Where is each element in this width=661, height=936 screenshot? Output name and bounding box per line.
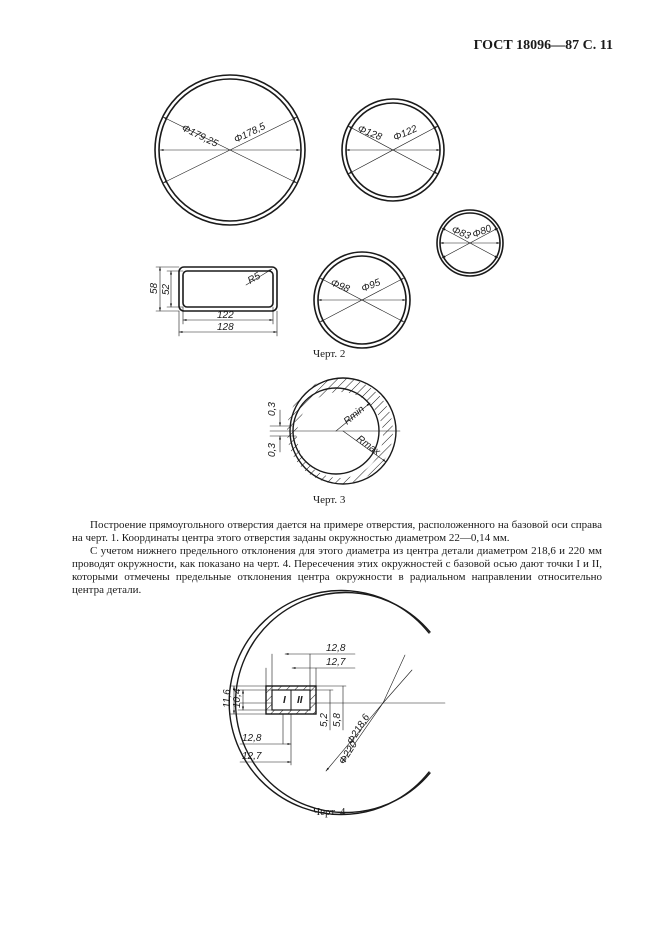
fig3-rmin-label: Rmin bbox=[341, 403, 367, 428]
fig2-c1-inner-label: Φ178,5 bbox=[232, 121, 268, 146]
fig4-top2: 12,7 bbox=[326, 657, 346, 668]
fig4-point2: II bbox=[297, 695, 303, 706]
fig2-c4-outer-label: Φ98 bbox=[328, 277, 352, 296]
fig2-circle-mid-small bbox=[314, 252, 410, 348]
fig4-v2: 5,8 bbox=[332, 713, 343, 727]
fig3-dim-top: 0,3 bbox=[267, 402, 278, 416]
fig4-point1: I bbox=[283, 695, 286, 706]
fig2-rect-radius: R5 bbox=[246, 270, 263, 287]
fig2-circle-large bbox=[155, 75, 305, 225]
fig2-circle-small bbox=[437, 210, 503, 276]
fig4-bottom1: 12,8 bbox=[242, 733, 262, 744]
fig4-left1: 11,6 bbox=[222, 689, 233, 708]
paragraph-2: С учетом нижнего предельного отклонения для этого диаметра из центра детали диаметром 218,6 и 220 мм проводят окружности, как показано на черт. 4. Пересечения этих окружностей с базовой осью дают точки I и II, которыми отмечены предельные отклонения центра окружности в радиальном направлении относительно центра детали. bbox=[72, 545, 602, 596]
fig2-rect-w-outer: 128 bbox=[217, 322, 234, 333]
fig2-caption: Черт. 2 bbox=[313, 348, 346, 360]
fig2-c2-inner-label: Φ122 bbox=[391, 123, 420, 144]
fig3-caption: Черт. 3 bbox=[313, 494, 346, 506]
fig4-drawing bbox=[229, 591, 445, 815]
fig2-c3-outer-label: Φ83 bbox=[449, 224, 473, 243]
paragraph-1: Построение прямоугольного отверстия дается на примере отверстия, расположенного на базовой оси справа на черт. 1. Координаты центра этого отверстия заданы окружностью диаметром 22—0,14 мм. bbox=[72, 519, 602, 544]
fig3-rmax-label: Rmax bbox=[354, 433, 382, 458]
fig3-ring bbox=[270, 378, 400, 484]
fig4-v1: 5,2 bbox=[319, 713, 330, 727]
fig4-caption: Черт. 4 bbox=[313, 806, 346, 818]
body-text bbox=[72, 519, 602, 597]
fig2-c4-inner-label: Φ95 bbox=[360, 277, 383, 295]
fig2-rect-h-inner: 52 bbox=[161, 283, 172, 295]
fig2-circle-medium bbox=[342, 99, 444, 201]
fig2-rect-h-outer: 58 bbox=[149, 282, 160, 294]
fig4-bottom2: 12,7 bbox=[242, 751, 262, 762]
fig4-d1: Φ218,6 bbox=[345, 712, 373, 747]
fig2-c2-outer-label: Φ128 bbox=[355, 123, 384, 144]
fig3-dim-bottom: 0,3 bbox=[267, 443, 278, 457]
fig2-c3-inner-label: Φ80 bbox=[471, 223, 494, 241]
page-header: ГОСТ 18096—87 С. 11 bbox=[473, 38, 613, 53]
fig2-rect-w-inner: 122 bbox=[217, 310, 234, 321]
fig4-d2: Φ220 bbox=[337, 739, 360, 767]
fig2-c1-outer-label: Φ179,25 bbox=[179, 122, 220, 150]
fig4-top1: 12,8 bbox=[326, 643, 346, 654]
fig4-left2: 10,4 bbox=[232, 688, 243, 708]
